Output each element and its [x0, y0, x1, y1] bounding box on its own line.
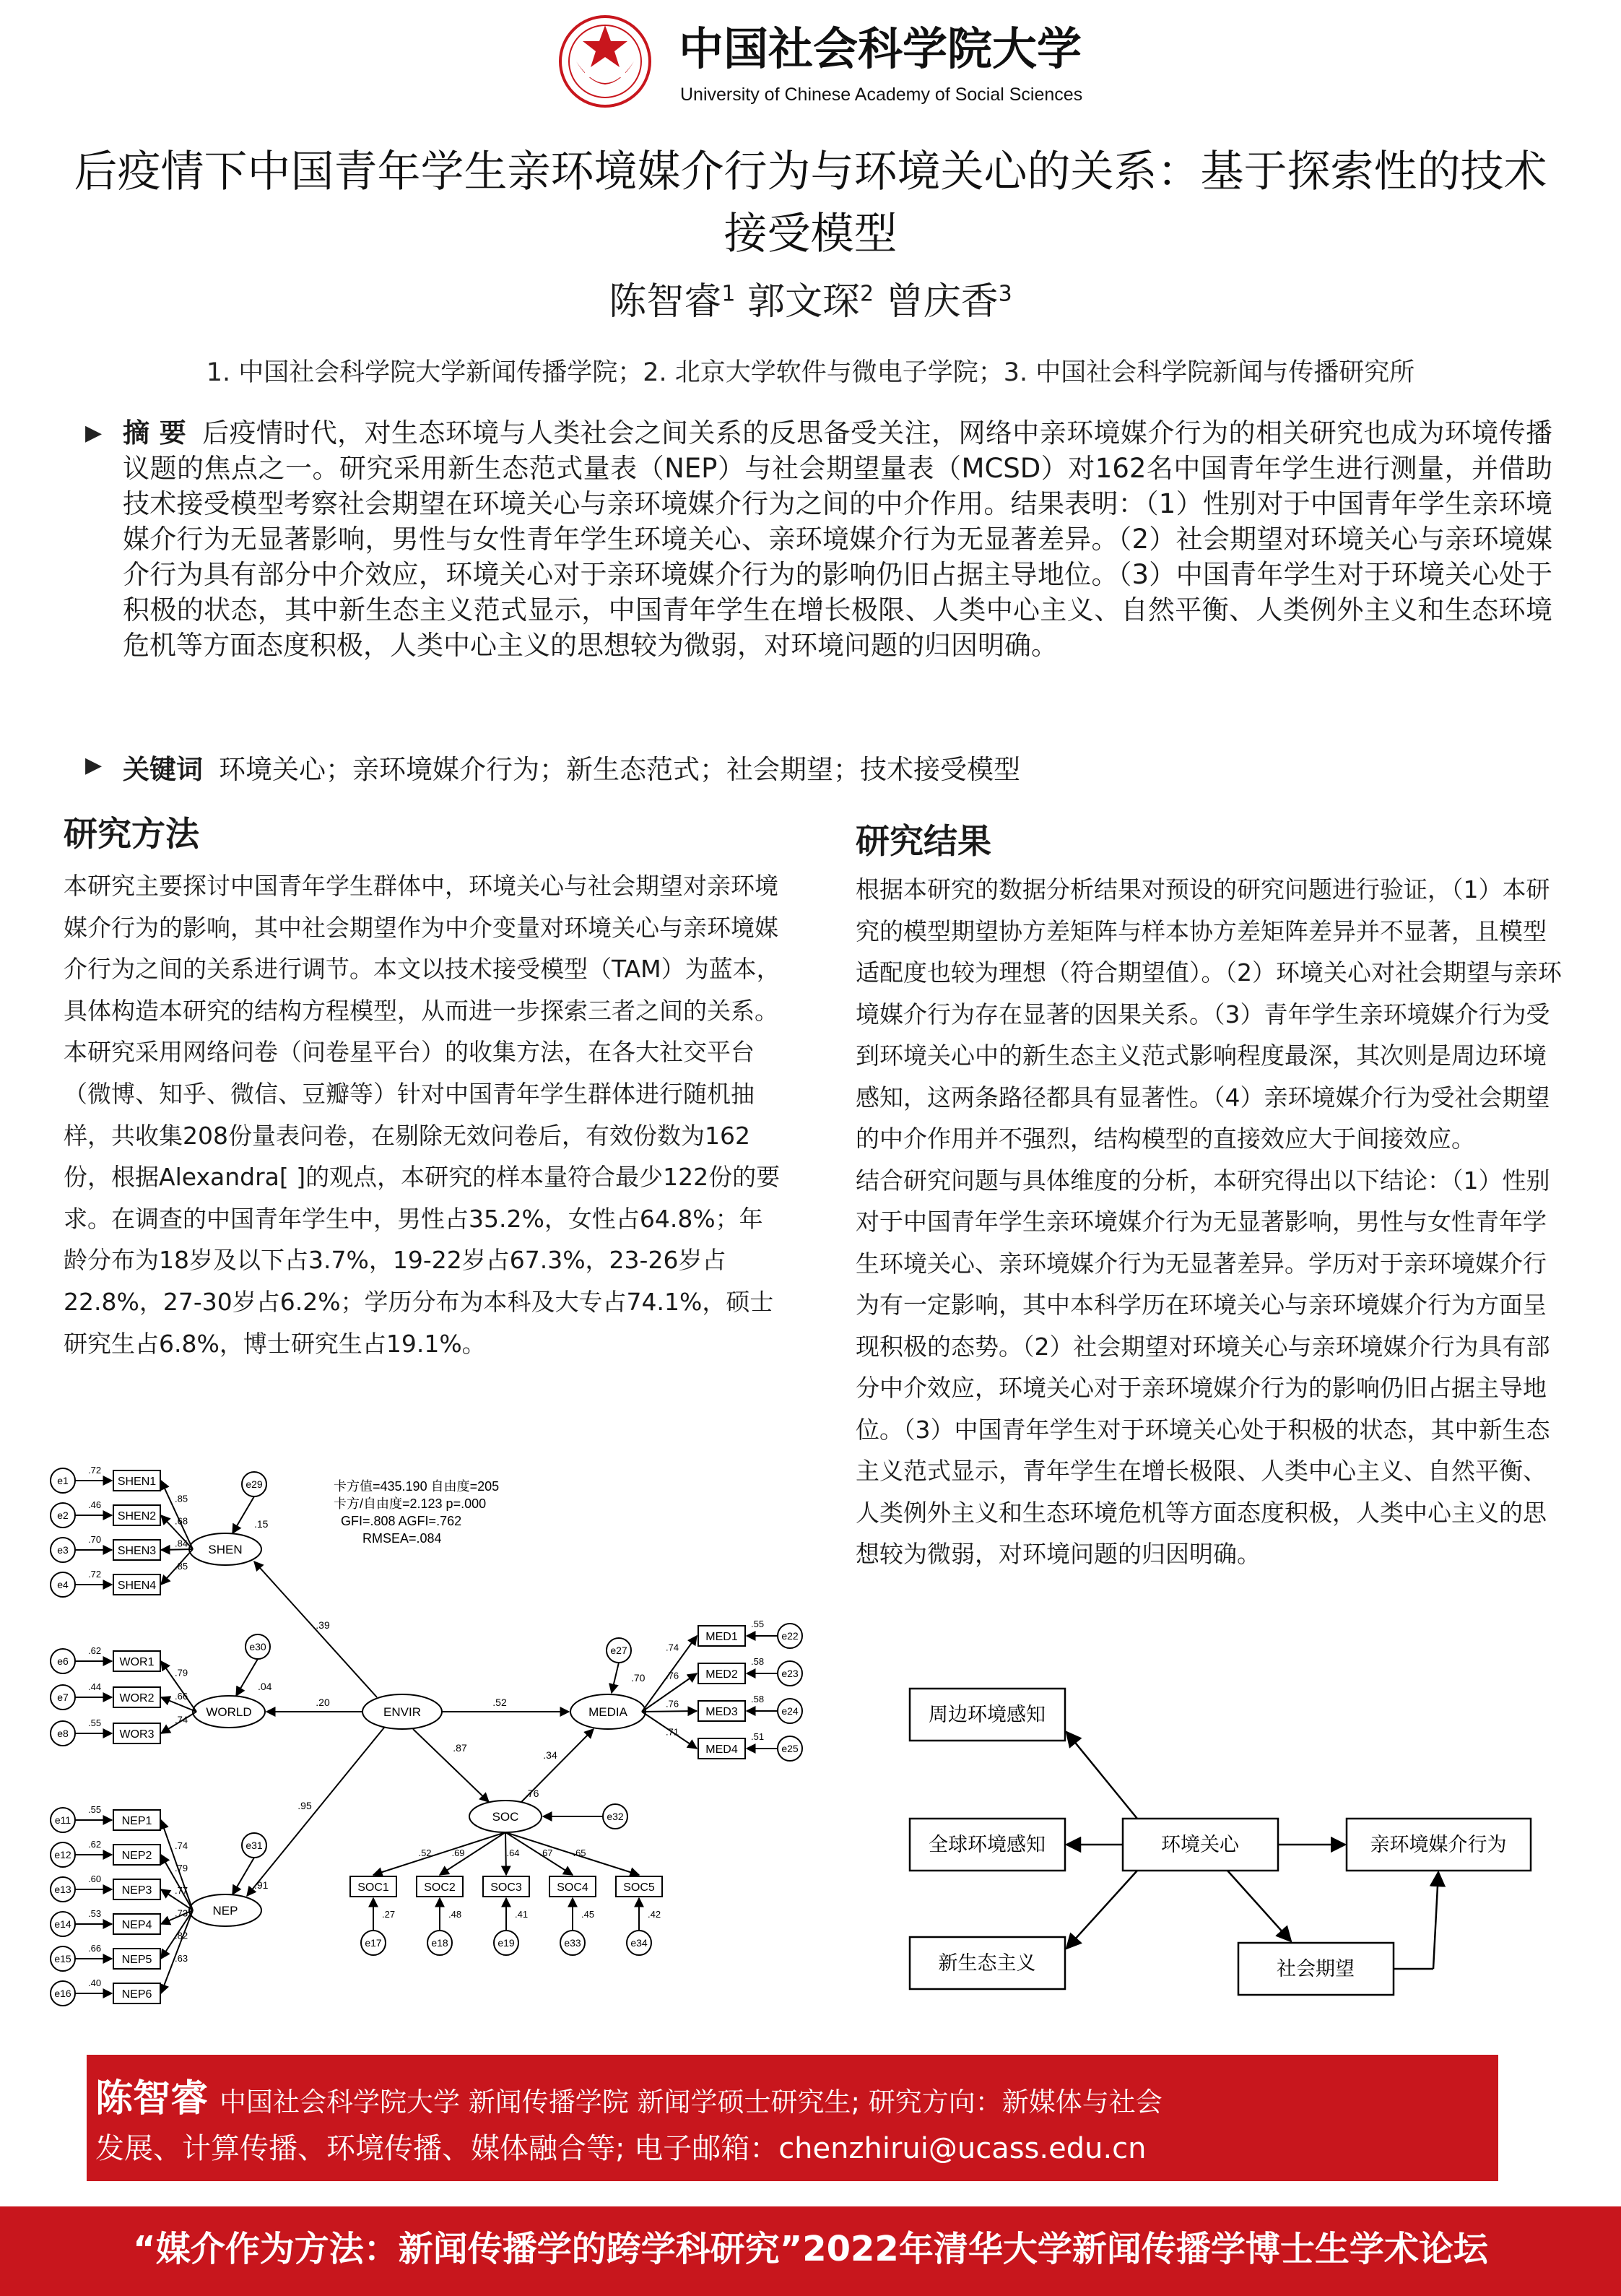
label-pro-env-media-behavior: 亲环境媒介行为 [1370, 1834, 1507, 1855]
university-seal-icon [560, 17, 650, 106]
loading-path [161, 1549, 193, 1550]
label-new-ecological-paradigm: 新生态主义 [938, 1952, 1036, 1974]
author-name: 曾庆香 [885, 280, 999, 324]
sem-path-diagram [45, 1452, 810, 2022]
label-surround-perception: 周边环境感知 [929, 1704, 1046, 1725]
indicator-label: SHEN3 [117, 1545, 157, 1557]
latent-soc-label: SOC [492, 1810, 519, 1824]
factor-loading: .85 [175, 1493, 188, 1504]
error-label: e2 [57, 1509, 69, 1521]
abstract-text: 后疫情时代，对生态环境与人类社会之间关系的反思备受关注，网络中亲环境媒介行为的相关研究也成为环境传播议题的焦点之一。研究采用新生态范式量表（NEP）与社会期望量表（MCSD）对162名中国青年学生进行测量，并借助技术接受模型考察社会期望在环境关心与亲环境媒介行为之间的中介作用。结果表明：（1）性别对于中国青年学生亲环境媒介行为无显著影响，男性与女性青年学生环境关心、亲环境媒介行为无显著差异。（2）社会期望对环境关心与亲环境媒介行为具有部分中介效应，环境关心对于亲环境媒介行为的影响仍旧占据主导地位。（3）中国青年学生对于环境关心处于积极的状态，其中新生态主义范式显示，中国青年学生在增长极限、人类中心主义、自然平衡、人类例外主义和生态环境危机等方面态度积极，人类中心主义的思想较为微弱，对环境问题的归因明确。 [123, 417, 1552, 661]
error-label: e33 [564, 1937, 581, 1949]
indicator-label: NEP6 [121, 1988, 152, 2001]
error-label: e1 [57, 1475, 69, 1486]
factor-loading: .63 [175, 1952, 188, 1964]
author-affil-mark: 2 [859, 281, 874, 307]
error-variance: .40 [88, 1977, 102, 1988]
factor-loading: .69 [451, 1847, 465, 1858]
r-squared: .91 [254, 1879, 269, 1891]
indicator-label: SOC1 [357, 1881, 389, 1894]
indicator-label: WOR1 [119, 1656, 155, 1668]
fit-stat: 卡方/自由度=2.123 p=.000 [334, 1496, 487, 1511]
indicator-label: SHEN2 [117, 1510, 157, 1522]
keywords [123, 748, 1552, 787]
abstract [123, 415, 1552, 663]
author-list [0, 271, 1621, 325]
error-variance: .55 [88, 1804, 102, 1815]
error-label: e25 [781, 1743, 799, 1754]
error-label: e12 [54, 1849, 71, 1860]
error-label: e27 [610, 1645, 627, 1656]
latent-world-label: WORLD [206, 1705, 252, 1719]
residual-path [232, 1496, 254, 1533]
error-variance: .27 [382, 1909, 396, 1920]
fit-stat: GFI=.808 AGFI=.762 [341, 1514, 462, 1528]
error-variance: .53 [88, 1908, 102, 1919]
indicator-label: SOC2 [424, 1881, 456, 1894]
factor-loading: .65 [573, 1847, 586, 1858]
results-paragraph: 结合研究问题与具体维度的分析，本研究得出以下结论：（1）性别对于中国青年学生亲环境媒介行为无显著影响，男性与女性青年学生环境关心、亲环境媒介行为无显著差异。学历对于亲环境媒介行为有一定影响，其中本科学历在环境关心与亲环境媒介行为方面呈现积极的态势。（2）社会期望对环境关心与亲环境媒介行为具有部分中介效应，环境关心对于亲环境媒介行为的影响仍旧占据主导地位。（3）中国青年学生对于环境关心处于积极的状态，其中新生态主义范式显示，青年学生在增长极限、人类中心主义、自然平衡、人类例外主义和生态环境危机等方面态度积极，人类中心主义的思想较为微弱，对环境问题的归因明确。 [856, 1166, 1550, 1568]
path-coefficient: .52 [492, 1697, 507, 1708]
author-info-contact: 发展、计算传播、环境传播、媒体融合等; 电子邮箱：chenzhirui@ucass.edu.cn [95, 2132, 1147, 2165]
error-label: e23 [781, 1668, 799, 1679]
path-coefficient: .20 [316, 1697, 330, 1708]
r-squared: .76 [525, 1788, 539, 1799]
error-label: e34 [630, 1937, 648, 1949]
factor-loading: .67 [539, 1847, 553, 1858]
results-heading: 研究结果 [856, 822, 991, 862]
indicator-label: SHEN1 [117, 1476, 157, 1488]
error-label: e18 [431, 1937, 448, 1949]
factor-loading: .77 [175, 1885, 188, 1897]
loading-path [373, 1832, 505, 1875]
factor-loading: .64 [506, 1847, 520, 1858]
error-label: e15 [54, 1953, 71, 1964]
error-label: e11 [54, 1814, 71, 1826]
structural-path [247, 1728, 384, 1896]
residual-path [236, 1659, 258, 1696]
affiliations: 1. 中国社会科学院大学新闻传播学院；2. 北京大学软件与微电子学院；3. 中国社会科学院新闻与传播研究所 [206, 358, 1415, 387]
keywords-text: 环境关心；亲环境媒介行为；新生态范式；社会期望；技术接受模型 [219, 754, 1020, 785]
author-info-line [95, 2068, 1162, 2122]
error-variance: .41 [515, 1909, 529, 1920]
error-variance: .72 [88, 1465, 102, 1476]
path-coefficient: .95 [297, 1800, 312, 1811]
label-social-expectation: 社会期望 [1277, 1958, 1355, 1980]
error-label: e7 [57, 1691, 69, 1703]
r-squared: .04 [258, 1681, 272, 1692]
error-label: e19 [497, 1937, 515, 1949]
author-box-desc: 中国社会科学院大学 新闻传播学院 新闻学硕士研究生; 研究方向：新媒体与社会 [220, 2087, 1162, 2118]
latent-nep-label: NEP [212, 1904, 238, 1918]
error-variance: .51 [751, 1731, 765, 1742]
indicator-label: WOR2 [119, 1692, 155, 1704]
error-label: e6 [57, 1655, 69, 1667]
error-variance: .70 [88, 1534, 102, 1545]
factor-loading: .74 [175, 1840, 188, 1851]
error-variance: .42 [648, 1909, 661, 1920]
results-text [856, 869, 1563, 1575]
error-variance: .48 [448, 1909, 462, 1920]
latent-envir-label: ENVIR [383, 1705, 421, 1719]
error-label: e14 [54, 1918, 71, 1930]
structural-path [413, 1729, 489, 1802]
latent-shen-label: SHEN [208, 1543, 243, 1556]
factor-loading: .85 [175, 1560, 188, 1572]
indicator-label: NEP3 [121, 1884, 152, 1897]
indicator-label: NEP2 [121, 1850, 152, 1862]
university-name-en: University of Chinese Academy of Social Sciences [680, 85, 1083, 105]
concept-flow-diagram [895, 1683, 1545, 2022]
latent-media-label: MEDIA [588, 1705, 627, 1719]
error-variance: .66 [88, 1943, 102, 1954]
error-label: e13 [54, 1884, 71, 1895]
poster-title: 后疫情下中国青年学生亲环境媒介行为与环境关心的关系：基于探索性的技术接受模型 [74, 147, 1547, 259]
path-coefficient: .34 [543, 1749, 557, 1761]
indicator-label: MED2 [705, 1668, 738, 1681]
factor-loading: .84 [175, 1538, 188, 1549]
loading-path [440, 1832, 505, 1875]
error-variance: .44 [88, 1681, 102, 1692]
path-coefficient: .39 [316, 1619, 330, 1631]
factor-loading: .79 [175, 1862, 188, 1873]
indicator-label: NEP4 [121, 1919, 152, 1931]
indicator-label: MED1 [705, 1631, 738, 1643]
author-affil-mark: 3 [998, 281, 1012, 307]
indicator-label: NEP5 [121, 1954, 152, 1966]
factor-loading: .74 [666, 1642, 679, 1653]
error-variance: .58 [751, 1656, 765, 1667]
fit-stat: RMSEA=.084 [362, 1531, 442, 1546]
indicator-label: SOC5 [623, 1881, 655, 1894]
error-variance: .62 [88, 1645, 102, 1656]
triangle-bullet-icon: ▶ [85, 420, 103, 446]
error-label: e8 [57, 1728, 69, 1739]
indicator-label: SHEN4 [117, 1580, 157, 1592]
factor-loading: .52 [418, 1847, 432, 1858]
error-variance: .55 [751, 1619, 765, 1629]
factor-loading: .79 [175, 1667, 188, 1678]
error-label: e30 [249, 1641, 266, 1652]
error-variance: .72 [88, 1569, 102, 1580]
error-label: e17 [365, 1937, 382, 1949]
conference-footer: “媒介作为方法：新闻传播学的跨学科研究”2022年清华大学新闻传播学博士生学术论坛 [0, 2206, 1621, 2296]
indicator-label: NEP1 [121, 1815, 152, 1827]
factor-loading: .68 [175, 1515, 188, 1527]
indicator-label: MED3 [705, 1706, 738, 1718]
factor-loading: .66 [175, 1691, 188, 1702]
residual-path [232, 1858, 254, 1894]
author-box-name: 陈智睿 [95, 2077, 209, 2120]
author-affil-mark: 1 [721, 281, 736, 307]
indicator-label: WOR3 [119, 1728, 155, 1741]
author-name: 陈智睿 [609, 280, 722, 324]
error-label: e16 [54, 1988, 71, 1999]
path-coefficient: .87 [453, 1742, 467, 1754]
factor-loading: .74 [175, 1714, 188, 1725]
loading-path [642, 1711, 697, 1712]
error-label: e22 [781, 1630, 799, 1642]
triangle-bullet-icon: ▶ [85, 753, 103, 778]
indicator-label: SOC4 [557, 1881, 588, 1894]
methods-heading: 研究方法 [64, 815, 199, 854]
results-paragraph: 根据本研究的数据分析结果对预设的研究问题进行验证，（1）本研究的模型期望协方差矩阵与样本协方差矩阵差异并不显著，且模型适配度也较为理想（符合期望值）。（2）环境关心对社会期望与亲环境媒介行为存在显著的因果关系。（3）青年学生亲环境媒介行为受到环境关心中的新生态主义范式影响程度最深，其次则是周边环境感知，这两条路径都具有显著性。（4）亲环境媒介行为受社会期望的中介作用并不强烈，结构模型的直接效应大于间接效应。 [856, 875, 1562, 1153]
factor-loading: .76 [666, 1670, 679, 1681]
author-info-box [87, 2055, 1498, 2181]
error-variance: .60 [88, 1873, 102, 1884]
author-name: 郭文琛 [747, 280, 860, 324]
methods-text [64, 865, 786, 1364]
fit-stat: 卡方值=435.190 自由度=205 [334, 1479, 500, 1494]
error-variance: .45 [581, 1909, 595, 1920]
error-label: e3 [57, 1544, 69, 1556]
r-squared: .70 [631, 1672, 646, 1684]
factor-loading: .76 [666, 1698, 679, 1710]
label-global-perception: 全球环境感知 [929, 1834, 1046, 1855]
error-label: e32 [607, 1811, 624, 1822]
error-label: e31 [245, 1840, 263, 1851]
error-variance: .62 [88, 1839, 102, 1850]
indicator-label: MED4 [705, 1743, 738, 1756]
residual-path [612, 1663, 619, 1693]
error-label: e24 [781, 1705, 799, 1717]
factor-loading: .71 [666, 1726, 679, 1738]
error-variance: .58 [751, 1694, 765, 1704]
factor-loading: .82 [175, 1930, 188, 1941]
r-squared: .15 [254, 1518, 269, 1530]
label-environmental-concern: 环境关心 [1161, 1834, 1239, 1855]
abstract-label: 摘 要 [123, 417, 187, 449]
error-variance: .46 [88, 1499, 102, 1510]
factor-loading: .73 [175, 1907, 188, 1919]
keywords-label: 关键词 [123, 754, 203, 785]
error-label: e29 [245, 1478, 263, 1490]
university-name-cn: 中国社会科学院大学 [679, 25, 1082, 74]
error-label: e4 [57, 1579, 69, 1590]
error-variance: .55 [88, 1717, 102, 1728]
university-logo [556, 11, 1105, 112]
indicator-label: SOC3 [490, 1881, 522, 1894]
methods-paragraph: 本研究主要探讨中国青年学生群体中，环境关心与社会期望对亲环境媒介行为的影响，其中社会期望作为中介变量对环境关心与亲环境媒介行为之间的关系进行调节。本文以技术接受模型（TAM）为蓝本，具体构造本研究的结构方程模型，从而进一步探索三者之间的关系。本研究采用网络问卷（问卷星平台）的收集方法，在各大社交平台（微博、知乎、微信、豆瓣等）针对中国青年学生群体进行随机抽样，共收集208份量表问卷，在剔除无效问卷后，有效份数为162份，根据Alexandra[ ]的观点，本研究的样本量符合最少122份的要求。在调查的中国青年学生中，男性占35.2%，女性占64.8%；年龄分布为18岁及以下占3.7%，19-22岁占67.3%，23-26岁占22.8%，27-30岁占6.2%；学历分布为本科及大专占74.1%，硕士研究生占6.8%，博士研究生占19.1%。 [64, 872, 781, 1358]
